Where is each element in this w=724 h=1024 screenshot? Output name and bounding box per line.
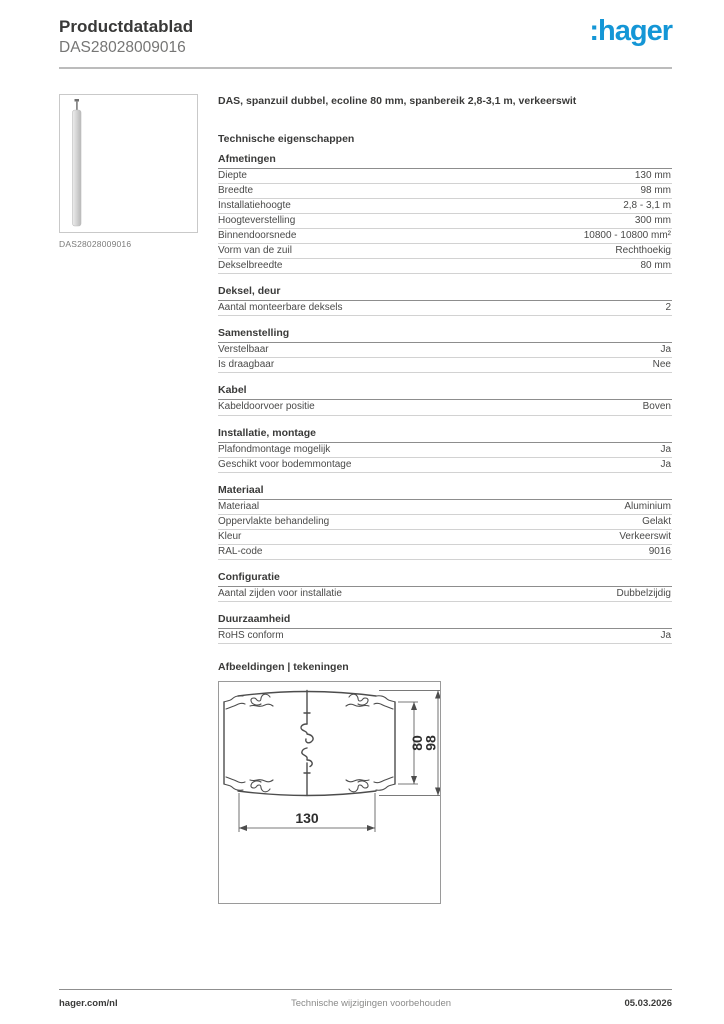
spec-section bbox=[218, 327, 672, 373]
spec-row bbox=[218, 587, 672, 602]
dim-label-130: 130 bbox=[295, 810, 319, 827]
spec-row bbox=[218, 259, 672, 274]
spec-value: Ja bbox=[660, 630, 671, 642]
hager-logo bbox=[589, 17, 672, 46]
spec-section bbox=[218, 285, 672, 316]
spec-value: 2,8 - 3,1 m bbox=[623, 199, 671, 211]
spec-section-title: Installatie, montage bbox=[218, 427, 672, 443]
spec-row bbox=[218, 199, 672, 214]
spec-label: Diepte bbox=[218, 169, 247, 181]
spec-label: Breedte bbox=[218, 184, 254, 196]
spec-label: Dekselbreedte bbox=[218, 260, 283, 272]
spec-label: Is draagbaar bbox=[218, 359, 275, 371]
spec-value: 98 mm bbox=[640, 184, 671, 196]
dimension-arrows bbox=[239, 691, 440, 832]
product-image bbox=[59, 94, 198, 233]
spec-row bbox=[218, 184, 672, 199]
spec-value: Rechthoekig bbox=[615, 244, 671, 256]
product-image-caption: DAS28028009016 bbox=[59, 238, 132, 249]
corner-detail-bottom-left bbox=[224, 777, 273, 792]
spec-row bbox=[218, 629, 672, 644]
footer-disclaimer: Technische wijzigingen voorbehouden bbox=[291, 998, 452, 1009]
spec-value: Nee bbox=[652, 359, 671, 371]
spec-row bbox=[218, 545, 672, 560]
spec-value: 80 mm bbox=[640, 260, 671, 272]
column-product-illustration bbox=[60, 95, 197, 232]
spec-value: 130 mm bbox=[634, 169, 671, 181]
spec-section bbox=[218, 153, 672, 275]
corner-detail-top-right bbox=[346, 694, 395, 709]
spec-value: Verkeerswit bbox=[619, 530, 671, 542]
spec-section bbox=[218, 571, 672, 602]
spec-label: Materiaal bbox=[218, 500, 260, 512]
spec-row bbox=[218, 229, 672, 244]
page-header bbox=[59, 0, 672, 57]
spec-label: RoHS conform bbox=[218, 630, 284, 642]
corner-detail-bottom-right bbox=[346, 777, 395, 792]
spec-row bbox=[218, 400, 672, 415]
spec-label: Oppervlakte behandeling bbox=[218, 515, 330, 527]
dim-label-80: 80 bbox=[409, 735, 425, 752]
spec-label: Verstelbaar bbox=[218, 344, 269, 356]
product-image-column bbox=[59, 94, 218, 904]
spec-value: Ja bbox=[660, 344, 671, 356]
product-title: DAS, spanzuil dubbel, ecoline 80 mm, spanbereik 2,8-3,1 m, verkeerswit bbox=[218, 94, 577, 107]
spec-label: Plafondmontage mogelijk bbox=[218, 443, 331, 455]
spec-row bbox=[218, 515, 672, 530]
header-divider bbox=[59, 67, 672, 69]
spec-value: Aluminium bbox=[624, 500, 671, 512]
spec-sections bbox=[218, 153, 672, 645]
spec-label: Geschikt voor bodemmontage bbox=[218, 458, 352, 470]
spec-label: Kleur bbox=[218, 530, 242, 542]
page-footer bbox=[59, 989, 672, 1009]
spec-section-title: Materiaal bbox=[218, 484, 672, 500]
spec-label: Vorm van de zuil bbox=[218, 244, 292, 256]
spec-value: Ja bbox=[660, 458, 671, 470]
spec-value: 10800 - 10800 mm² bbox=[583, 229, 671, 241]
spec-row bbox=[218, 214, 672, 229]
spec-value: Gelakt bbox=[642, 515, 671, 527]
tech-properties-heading: Technische eigenschappen bbox=[218, 132, 355, 145]
spec-row bbox=[218, 244, 672, 259]
spec-row bbox=[218, 443, 672, 458]
spec-value: Ja bbox=[660, 443, 671, 455]
spec-row bbox=[218, 358, 672, 373]
spec-label: Hoogteverstelling bbox=[218, 214, 296, 226]
spec-section bbox=[218, 384, 672, 415]
spec-row bbox=[218, 169, 672, 184]
hager-website-link[interactable]: hager.com/nl bbox=[59, 998, 118, 1009]
spec-section-title: Samenstelling bbox=[218, 327, 672, 343]
spec-column bbox=[218, 94, 672, 904]
logo-wordmark: hager bbox=[598, 15, 672, 47]
spec-row bbox=[218, 500, 672, 515]
spec-value: 300 mm bbox=[634, 214, 671, 226]
main-content bbox=[59, 94, 672, 904]
dim-label-98: 98 bbox=[422, 735, 439, 752]
spec-section bbox=[218, 484, 672, 560]
profile-cross-section-drawing bbox=[219, 682, 440, 903]
spec-row bbox=[218, 530, 672, 545]
spec-label: Installatiehoogte bbox=[218, 199, 291, 211]
spec-section-title: Configuratie bbox=[218, 571, 672, 587]
technical-drawing bbox=[218, 681, 441, 904]
spec-row bbox=[218, 458, 672, 473]
datasheet-page bbox=[59, 0, 672, 904]
spec-row bbox=[218, 343, 672, 358]
spec-label: Aantal zijden voor installatie bbox=[218, 588, 342, 600]
corner-detail-top-left bbox=[224, 694, 273, 709]
pole-body bbox=[73, 110, 82, 226]
footer-date: 05.03.2026 bbox=[624, 998, 672, 1009]
spec-value: Boven bbox=[642, 401, 671, 413]
drawings-heading: Afbeeldingen | tekeningen bbox=[218, 661, 349, 674]
spec-section-title: Duurzaamheid bbox=[218, 613, 672, 629]
spec-label: Binnendoorsnede bbox=[218, 229, 297, 241]
spec-row bbox=[218, 301, 672, 316]
spec-label: Aantal monteerbare deksels bbox=[218, 302, 343, 314]
page-title: Productdatablad bbox=[59, 17, 194, 36]
spec-section bbox=[218, 613, 672, 644]
spec-label: RAL-code bbox=[218, 546, 263, 557]
spec-section-title: Kabel bbox=[218, 384, 672, 400]
spec-section bbox=[218, 427, 672, 473]
dimension-lines bbox=[239, 691, 440, 833]
logo-colon-icon: : bbox=[589, 15, 598, 47]
spec-label: Kabeldoorvoer positie bbox=[218, 401, 315, 413]
spec-section-title: Afmetingen bbox=[218, 153, 672, 169]
spec-section-title: Deksel, deur bbox=[218, 285, 672, 301]
spec-value: Dubbelzijdig bbox=[616, 588, 671, 600]
spec-value: 9016 bbox=[648, 546, 671, 557]
product-reference: DAS28028009016 bbox=[59, 39, 186, 57]
spec-value: 2 bbox=[665, 302, 671, 314]
